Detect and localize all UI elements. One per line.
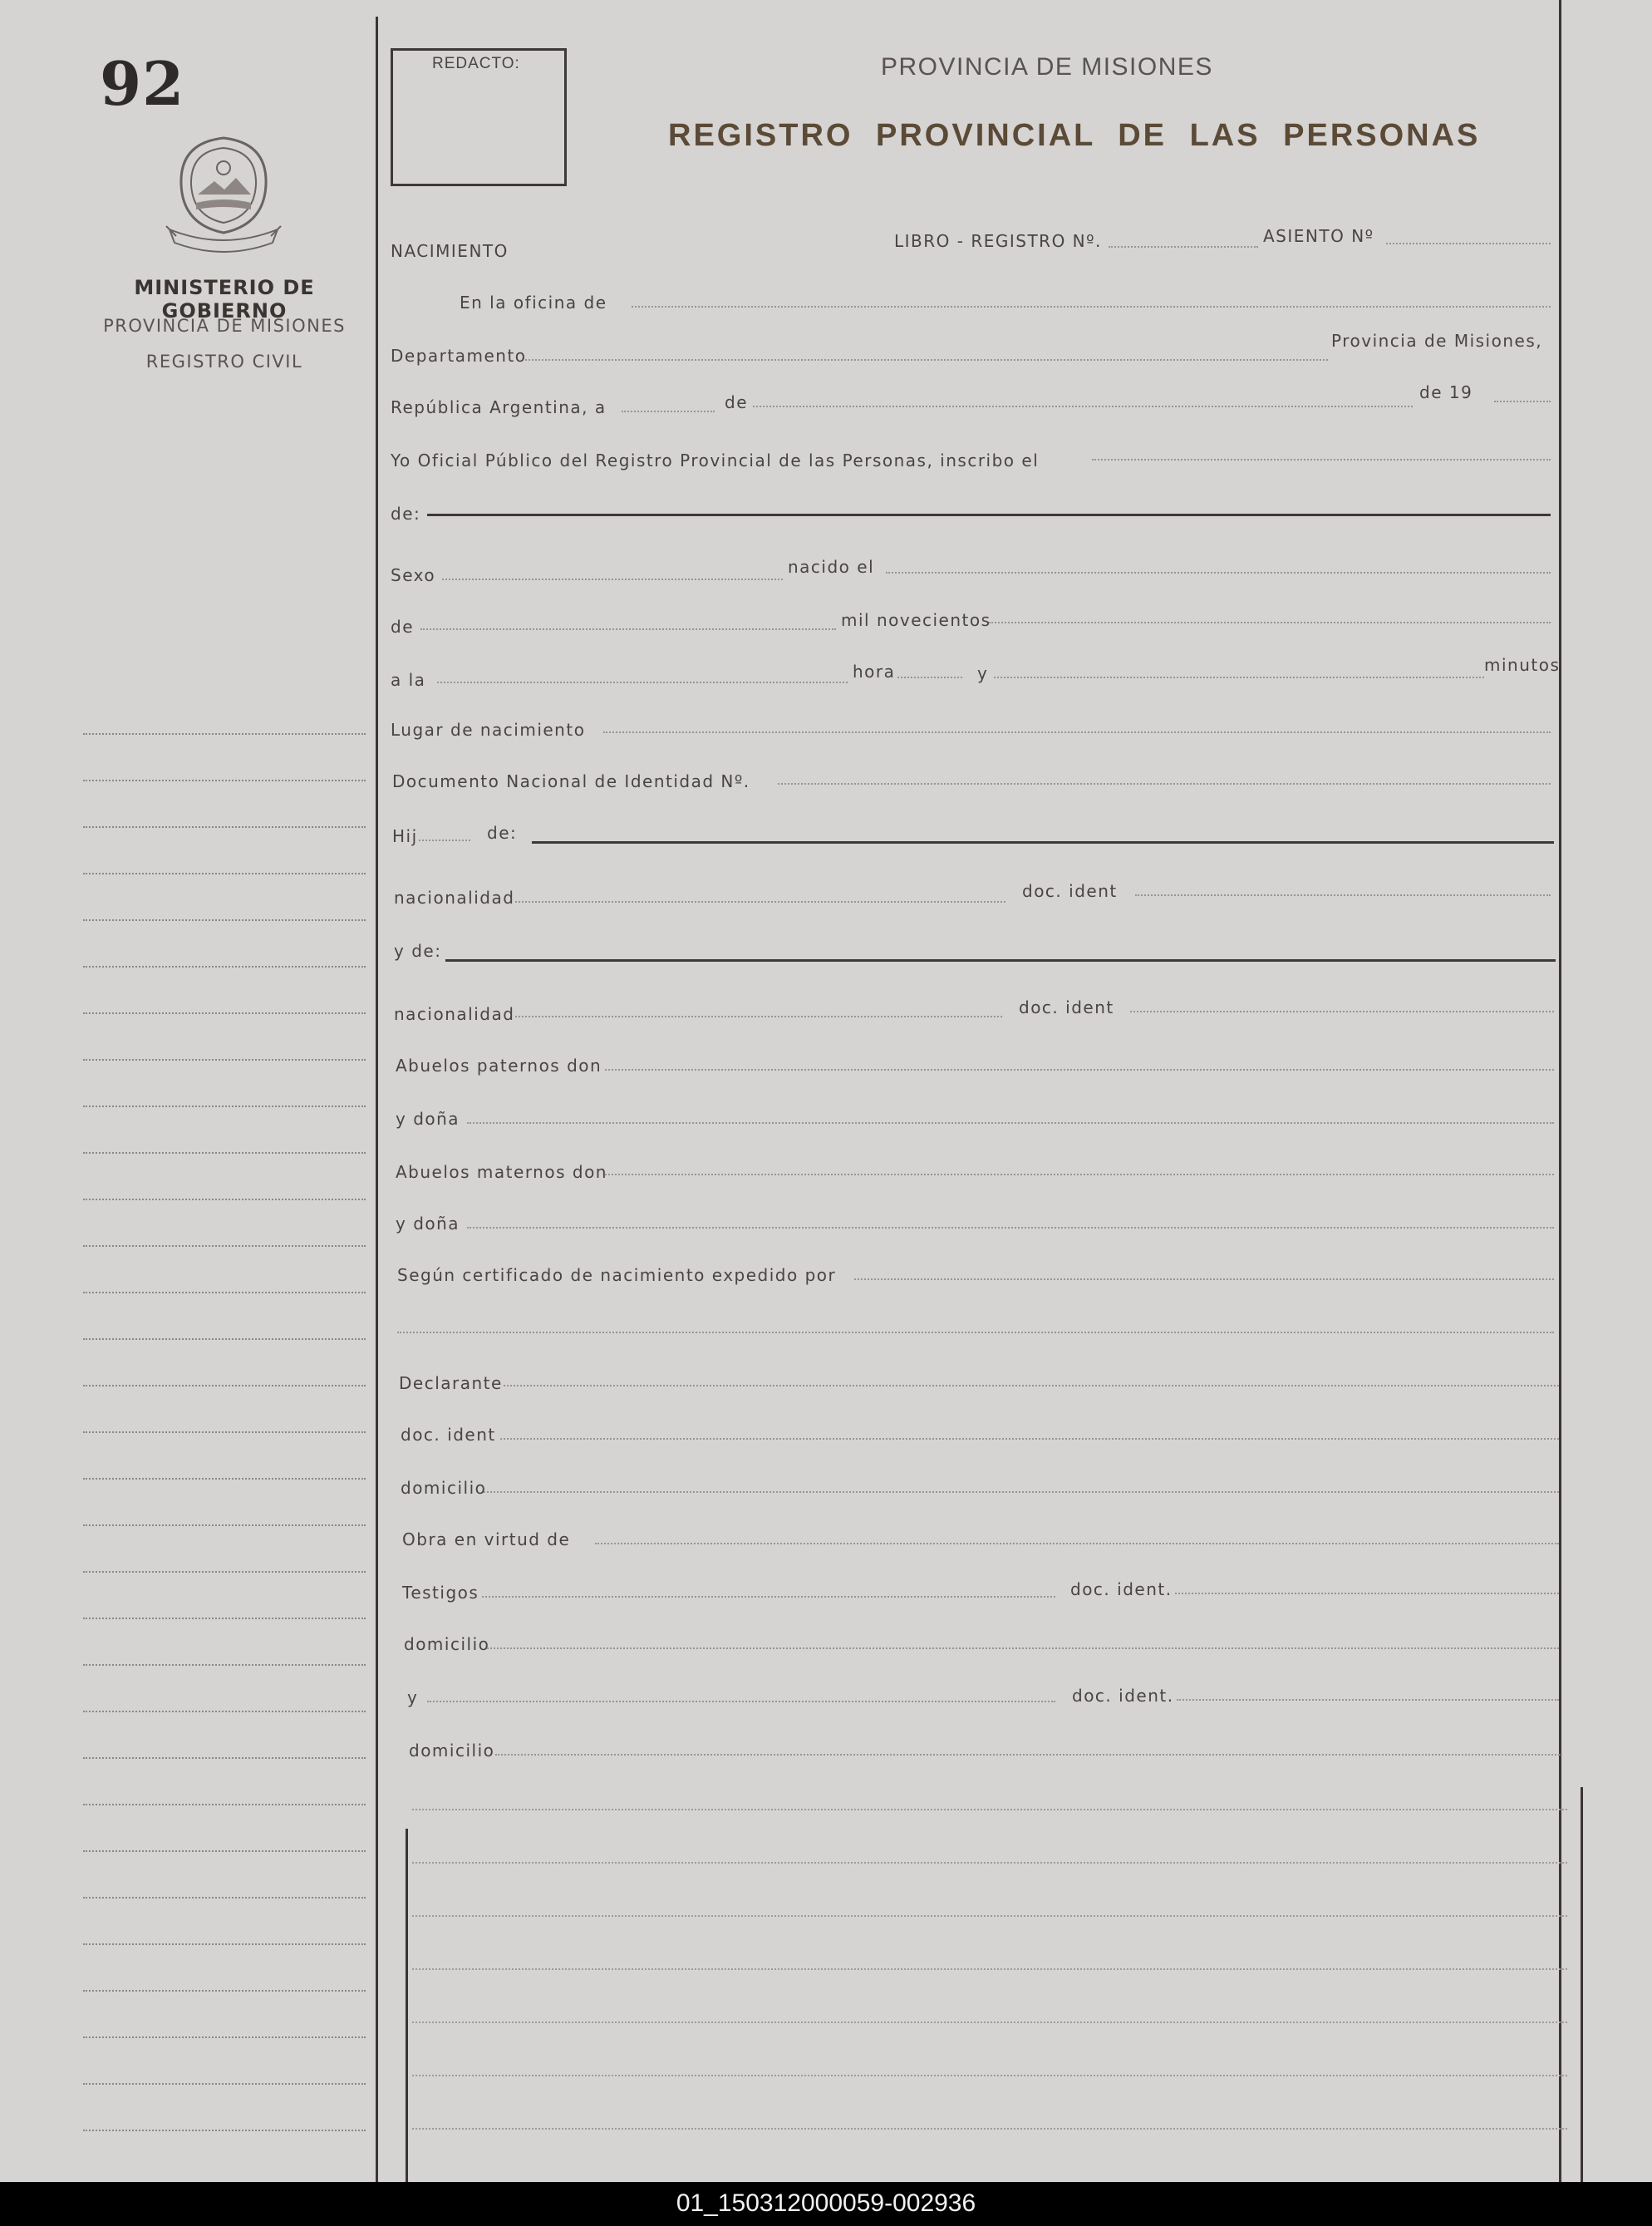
margin-line [83,733,366,735]
margin-line [83,1106,366,1107]
oficina-label: En la oficina de [460,293,607,313]
domicilio3-field[interactable] [495,1754,1562,1756]
ministry-province: PROVINCIA DE MISIONES [103,316,346,336]
hora-num-field[interactable] [897,677,962,678]
note-line[interactable] [412,2128,1567,2130]
note-line[interactable] [412,2022,1567,2023]
dia-field[interactable] [622,411,715,412]
sexo-field[interactable] [442,579,783,580]
y-dona2-label: y doña [396,1214,460,1234]
margin-line [83,826,366,828]
hora-field[interactable] [437,682,848,683]
margin-line [83,1012,366,1014]
y-dona1-label: y doña [396,1109,460,1129]
file-id: 01_150312000059-002936 [676,2189,976,2217]
testigo2-field[interactable] [427,1701,1055,1702]
de-fecha-label: de [391,617,414,637]
y-label: y [977,663,989,683]
doc-ident1-field[interactable] [1135,894,1551,896]
nacionalidad1-label: nacionalidad [394,888,515,908]
margin-line [83,1664,366,1666]
segun-field[interactable] [854,1278,1554,1280]
doc-ident1-label: doc. ident [1022,881,1118,901]
provincial-seal-icon [165,126,283,259]
margin-line [83,1431,366,1433]
declarante-field[interactable] [504,1385,1559,1386]
note-line[interactable] [412,1809,1567,1810]
margin-rule [406,1829,408,2182]
testigos-label: Testigos [402,1583,479,1603]
nacionalidad2-label: nacionalidad [394,1004,515,1024]
right-rule [1559,0,1561,2182]
departamento-label: Departamento [391,346,527,366]
nombre-inscripto-field[interactable] [427,514,1551,516]
oficial-label: Yo Oficial Público del Registro Provincial de las Personas, inscribo el [391,451,1040,470]
margin-line [83,1897,366,1899]
ministry-name: MINISTERIO DE GOBIERNO [134,276,315,323]
note-line[interactable] [412,1968,1567,1970]
declarante-label: Declarante [399,1373,503,1393]
doc-ident2-label: doc. ident [1019,997,1114,1017]
de-colon-label: de: [391,504,421,524]
margin-line [83,1711,366,1712]
mes-nacimiento-field[interactable] [420,628,836,630]
documento-field[interactable] [778,783,1551,785]
margin-line [83,966,366,968]
hora-label: hora [853,662,896,682]
documento-label: Documento Nacional de Identidad Nº. [392,771,750,791]
page-title: REGISTRO PROVINCIAL DE LAS PERSONAS [668,118,1481,153]
margin-line [83,1152,366,1154]
lugar-field[interactable] [603,731,1551,733]
right-rule [1581,1787,1583,2182]
a-la-label: a la [391,670,426,690]
domicilio1-field[interactable] [484,1491,1559,1493]
nacionalidad1-field[interactable] [515,901,1005,903]
departamento-field[interactable] [525,359,1328,361]
y2-label: y [407,1687,419,1707]
madre-field[interactable] [445,959,1556,962]
libro-label: LIBRO - REGISTRO Nº. [894,231,1102,251]
margin-line [83,1618,366,1619]
margin-line [83,1292,366,1293]
minutos-label: minutos [1484,655,1561,675]
abuelo-paterno-field[interactable] [605,1069,1554,1071]
margin-line [83,1804,366,1805]
anio-nacimiento-field[interactable] [989,622,1551,623]
note-line[interactable] [412,1862,1567,1864]
redacto-label: REDACTO: [432,55,520,72]
margin-line [83,1524,366,1526]
obra-field[interactable] [595,1543,1559,1544]
margin-rule [376,17,378,2182]
de-label: de [725,392,748,412]
nacido-el-label: nacido el [788,557,875,577]
hij-suffix-field[interactable] [419,840,470,841]
abuela-paterna-field[interactable] [467,1122,1554,1124]
segun-field-continued[interactable] [397,1332,1554,1333]
margin-line [83,1757,366,1759]
mes-field[interactable] [753,406,1413,407]
testigo1-field[interactable] [482,1596,1055,1598]
doc-ident4-label: doc. ident. [1070,1579,1173,1599]
asiento-label: ASIENTO Nº [1263,226,1374,246]
margin-line [83,780,366,781]
de19-label: de 19 [1419,382,1473,402]
page-number: 92 [100,48,185,119]
doc-ident3-field[interactable] [500,1438,1559,1440]
margin-line [83,1199,366,1200]
doc-ident4-field[interactable] [1175,1593,1559,1594]
oficina-field[interactable] [632,306,1551,308]
anio-field[interactable] [1494,401,1551,402]
margin-line [83,1990,366,1992]
domicilio2-label: domicilio [404,1634,490,1654]
margin-line [83,2083,366,2085]
doc-ident5-label: doc. ident. [1072,1686,1174,1706]
doc-ident5-field[interactable] [1177,1699,1559,1701]
domicilio3-label: domicilio [409,1741,495,1761]
padre-field[interactable] [532,841,1554,844]
margin-line [83,1478,366,1480]
nacionalidad2-field[interactable] [515,1016,1002,1017]
header-province: PROVINCIA DE MISIONES [881,53,1213,81]
hij-label: Hij [392,826,418,846]
republica-label: República Argentina, a [391,397,607,417]
margin-line [83,1943,366,1945]
margin-line [83,1385,366,1386]
margin-line [83,1059,366,1061]
margin-line [83,2036,366,2038]
margin-line [83,873,366,874]
ministry-registry: REGISTRO CIVIL [145,352,303,372]
de-padre-label: de: [487,823,518,843]
segun-label: Según certificado de nacimiento expedido por [397,1265,837,1285]
margin-line [83,1850,366,1852]
asiento-field[interactable] [1386,243,1551,244]
y-de-label: y de: [394,941,442,961]
doc-ident2-field[interactable] [1130,1011,1554,1012]
lugar-label: Lugar de nacimiento [391,720,586,740]
margin-line [83,1571,366,1573]
provincia-misiones-label: Provincia de Misiones, [1331,331,1543,351]
mil-novecientos-label: mil novecientos [841,610,991,630]
note-line[interactable] [412,1915,1567,1917]
doc-ident3-label: doc. ident [401,1425,496,1445]
minutos-field[interactable] [994,677,1484,678]
nacido-el-field[interactable] [886,572,1551,574]
note-line[interactable] [412,2075,1567,2076]
abuela-materna-field[interactable] [467,1227,1554,1229]
inscribo-field[interactable] [1092,459,1551,460]
abuelos-maternos-label: Abuelos maternos don [396,1162,607,1182]
domicilio2-field[interactable] [487,1647,1559,1649]
nacimiento-label: NACIMIENTO [391,241,509,261]
domicilio1-label: domicilio [401,1478,487,1498]
margin-line [83,1245,366,1247]
sexo-label: Sexo [391,565,436,585]
margin-line [83,1338,366,1340]
abuelo-materno-field[interactable] [605,1174,1554,1175]
libro-field[interactable] [1109,246,1258,248]
abuelos-paternos-label: Abuelos paternos don [396,1056,602,1076]
obra-label: Obra en virtud de [402,1529,571,1549]
margin-line [83,2130,366,2131]
margin-line [83,919,366,921]
